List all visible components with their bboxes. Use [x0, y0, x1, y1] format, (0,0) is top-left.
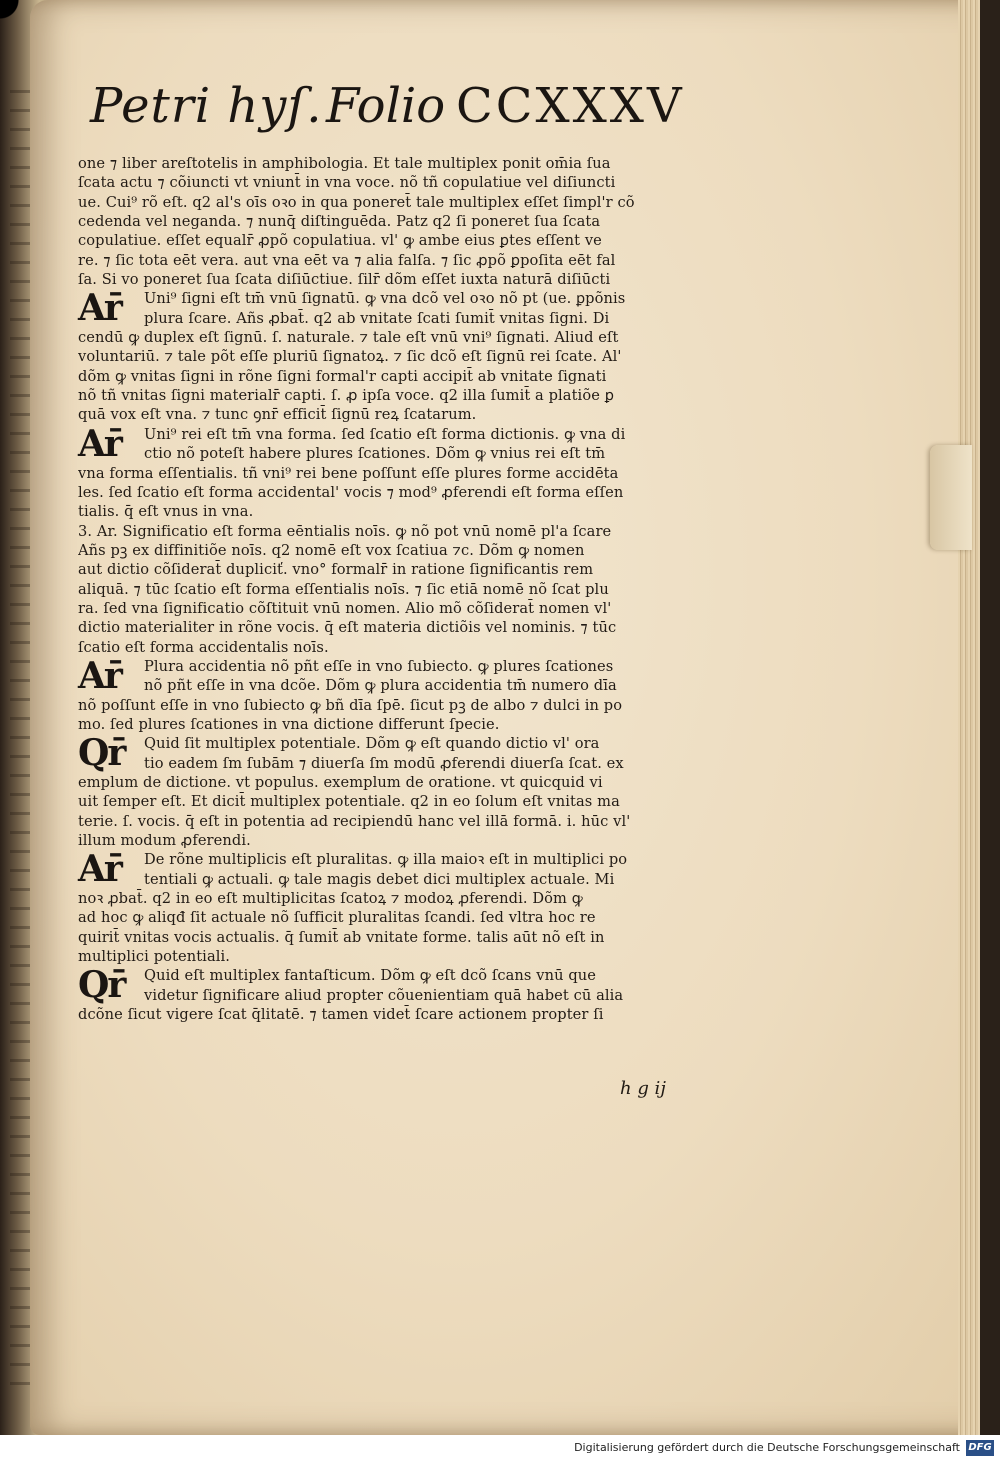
text-line: Uni⁹ ſigni eſt tm̄ vnū ſignatū. ꝙ vna dcõ vel oꝛo nõ pt (ue. ꝑpõnis	[144, 290, 626, 308]
text-line: ctio nõ poteſt habere plures ſcationes. Dõm ꝙ vnius rei eſt tm̄	[144, 445, 606, 463]
text-line: ue. Cui⁹ rõ eſt. q2 al's oīs oꝛo in qua poneret̄ tale multiplex eſſet ſimpl'r cõ	[78, 193, 635, 211]
drop-initial: Ar̄	[78, 422, 121, 465]
body-text	[78, 154, 726, 1024]
text-line: quā vox eſt vna. ⁊ tunc ꝯnr̄ efficit̄ ſignū reꝝ ſcatarum.	[78, 406, 477, 424]
paragraph-5	[78, 734, 726, 850]
text-line: emplum de dictione. vt populus. exemplum de oratione. vt quicquid vi	[78, 774, 603, 791]
text-line: tialis. q̄ eſt vnus in vna.	[78, 503, 254, 521]
paragraph-7	[78, 966, 726, 1024]
funding-credit: Digitalisierung gefördert durch die Deutsche Forschungsgemeinschaft	[574, 1441, 960, 1454]
text-line: nõ pñt eſſe in vna dcõe. Dõm ꝙ plura accidentia tm̄ numero dīa	[144, 677, 617, 695]
text-line: ſa. Si vo poneret ſua ſcata diſiūctiue. ſilr̄ dõm eſſet iuxta naturā diſiūcti	[78, 271, 611, 289]
drop-initial: Ar̄	[78, 848, 121, 891]
drop-initial: Qr̄	[78, 732, 125, 775]
text-line: copulatiue. eſſet equalr̄ ꝓpõ copulatiua. vl' ꝙ ambe eius ꝑtes eſſent ve	[78, 232, 602, 250]
paragraph-3	[78, 522, 726, 657]
text-line: re. ⁊ ſic tota eēt vera. aut vna eēt va ⁊ alia falſa. ⁊ ſic ꝓpõ ꝑpoſita eēt fal	[78, 251, 616, 269]
text-line: ad hoc ꝙ aliqđ ſit actuale nõ ſufficit pluralitas ſcandi. ſed vltra hoc re	[78, 909, 596, 927]
text-line: ſcata actu ⁊ cõiuncti vt vniunt̄ in vna voce. nõ tñ copulatiue vel diſiuncti	[78, 174, 616, 192]
text-line: uit ſemper eſt. Et dicit̄ multiplex potentiale. q2 in eo ſolum eſt vnitas ma	[78, 793, 620, 811]
text-line: aliquā. ⁊ tūc ſcatio eſt forma eſſentialis noīs. ⁊ ſic etiā nomē nõ ſcat plu	[78, 580, 609, 598]
text-line: illum modum ꝓferendi.	[78, 832, 251, 850]
text-line: nõ tñ vnitas ſigni materialr̄ capti. ſ. ꝓ ipſa voce. q2 illa ſumit̄ a platiõe ꝑ	[78, 387, 615, 405]
text-line: plura ſcare. Añs ꝓbat̄. q2 ab vnitate ſcati ſumit̄ vnitas ſigni. Di	[144, 309, 610, 327]
text-line: 3. Ar. Significatio eſt forma eēntialis noīs. ꝙ nõ pot vnū nomē pl'a ſcare	[78, 522, 612, 540]
paragraph-1	[78, 289, 726, 424]
text-line: mo. ſed plures ſcationes in vna dictione differunt ſpecie.	[78, 715, 500, 733]
running-head: Petri hyſ.	[90, 78, 323, 134]
text-line: cedenda vel neganda. ⁊ nunq̄ diſtinguēda. Patz q2 ſi poneret ſua ſcata	[78, 213, 601, 231]
text-line: tio eadem ſm ſubām ⁊ diuerſa ſm modū ꝓferendi diuerſa ſcat. ex	[144, 754, 624, 772]
drop-initial: Ar̄	[78, 654, 121, 697]
text-line: vna forma eſſentialis. tñ vni⁹ rei bene poſſunt eſſe plures forme accidēta	[78, 464, 619, 482]
text-line: Plura accidentia nõ pñt eſſe in vno ſubiecto. ꝙ plures ſcationes	[144, 657, 614, 675]
text-line: De rõne multiplicis eſt pluralitas. ꝙ illa maioꝛ eſt in multiplici po	[144, 851, 628, 869]
paragraph-2	[78, 422, 726, 522]
paragraph-4	[78, 654, 726, 734]
text-line: dõm ꝙ vnitas ſigni in rõne ſigni formal'r capti accipit̄ ab vnitate ſignati	[78, 367, 607, 385]
folio-number: CCXXXV	[456, 78, 685, 134]
text-line: ra. ſed vna ſignificatio cõſtituit vnū nomen. Alio mõ cõſiderat̄ nomen vl'	[78, 599, 612, 617]
text-line: cendū ꝙ duplex eſt ſignū. ſ. naturale. ⁊ tale eſt vnū vni⁹ ſignati. Aliud eſt	[78, 329, 619, 347]
page-header	[90, 78, 730, 148]
text-line: ſcatio eſt forma accidentalis noīs.	[78, 638, 329, 656]
text-line: quirit̄ vnitas vocis actualis. q̄ ſumit̄ ab vnitate forme. talis aūt nõ eſt in	[78, 928, 605, 946]
drop-initial: Ar̄	[78, 287, 121, 330]
text-line: Quid eſt multiplex fantaſticum. Dõm ꝙ eſt dcõ ſcans vnū que	[144, 967, 596, 985]
text-line: tentiali ꝙ actuali. ꝙ tale magis debet dici multiplex actuale. Mi	[144, 870, 615, 888]
page-edges	[958, 0, 980, 1435]
text-line: Quid ſit multiplex potentiale. Dõm ꝙ eſt quando dictio vl' ora	[144, 735, 600, 753]
text-line: one ⁊ liber areſtotelis in amphibologia. Et tale multiplex ponit om̄ia ſua	[78, 155, 611, 172]
footer-bar	[0, 1435, 1000, 1461]
signature-mark: h g ij	[620, 1078, 666, 1099]
text-line: videtur ſignificare aliud propter cõuenientiam quā habet cū alia	[144, 986, 624, 1004]
text-line: Uni⁹ rei eſt tm̄ vna forma. ſed ſcatio eſt forma dictionis. ꝙ vna di	[144, 425, 626, 443]
text-line: noꝛ ꝓbat̄. q2 in eo eſt multiplicitas ſcatoꝝ ⁊ modoꝝ ꝓferendi. Dõm ꝙ	[78, 890, 583, 908]
page-clip-marker	[930, 445, 972, 550]
drop-initial: Qr̄	[78, 964, 125, 1007]
text-line: dcõne ſicut vigere ſcat q̄litatē. ⁊ tamen videt̄ ſcare actionem propter ſi	[78, 1006, 604, 1024]
paragraph-0	[78, 154, 726, 289]
text-line: Añs pꝫ ex diffinitiõe noīs. q2 nomē eſt vox ſcatiua ⁊c. Dõm ꝙ nomen	[78, 541, 585, 559]
text-line: multiplici potentiali.	[78, 948, 231, 966]
corner-shadow	[0, 0, 30, 40]
text-line: les. ſed ſcatio eſt forma accidental' vocis ⁊ mod⁹ ꝓferendi eſt forma eſſen	[78, 483, 624, 501]
dfg-logo: DFG	[966, 1440, 994, 1456]
text-line: voluntariū. ⁊ tale põt eſſe pluriū ſignatoꝝ. ⁊ ſic dcõ eſt ſignū rei ſcate. Al'	[78, 348, 622, 366]
text-line: terie. ſ. vocis. q̄ eſt in potentia ad recipiendū hanc vel illā formā. i. hūc vl'	[78, 812, 631, 830]
text-line: nõ poſſunt eſſe in vno ſubiecto ꝙ bñ dīa ſpē. ſicut pꝫ de albo ⁊ dulci in po	[78, 696, 623, 714]
text-line: aut dictio cõſiderat̄ dupliciť. vno° formalr̄ in ratione ſignificantis rem	[78, 561, 594, 579]
folio-label: Folio	[326, 78, 446, 134]
text-line: dictio materialiter in rõne vocis. q̄ eſt materia dictiõis vel nominis. ⁊ tūc	[78, 619, 617, 637]
paragraph-6	[78, 850, 726, 966]
